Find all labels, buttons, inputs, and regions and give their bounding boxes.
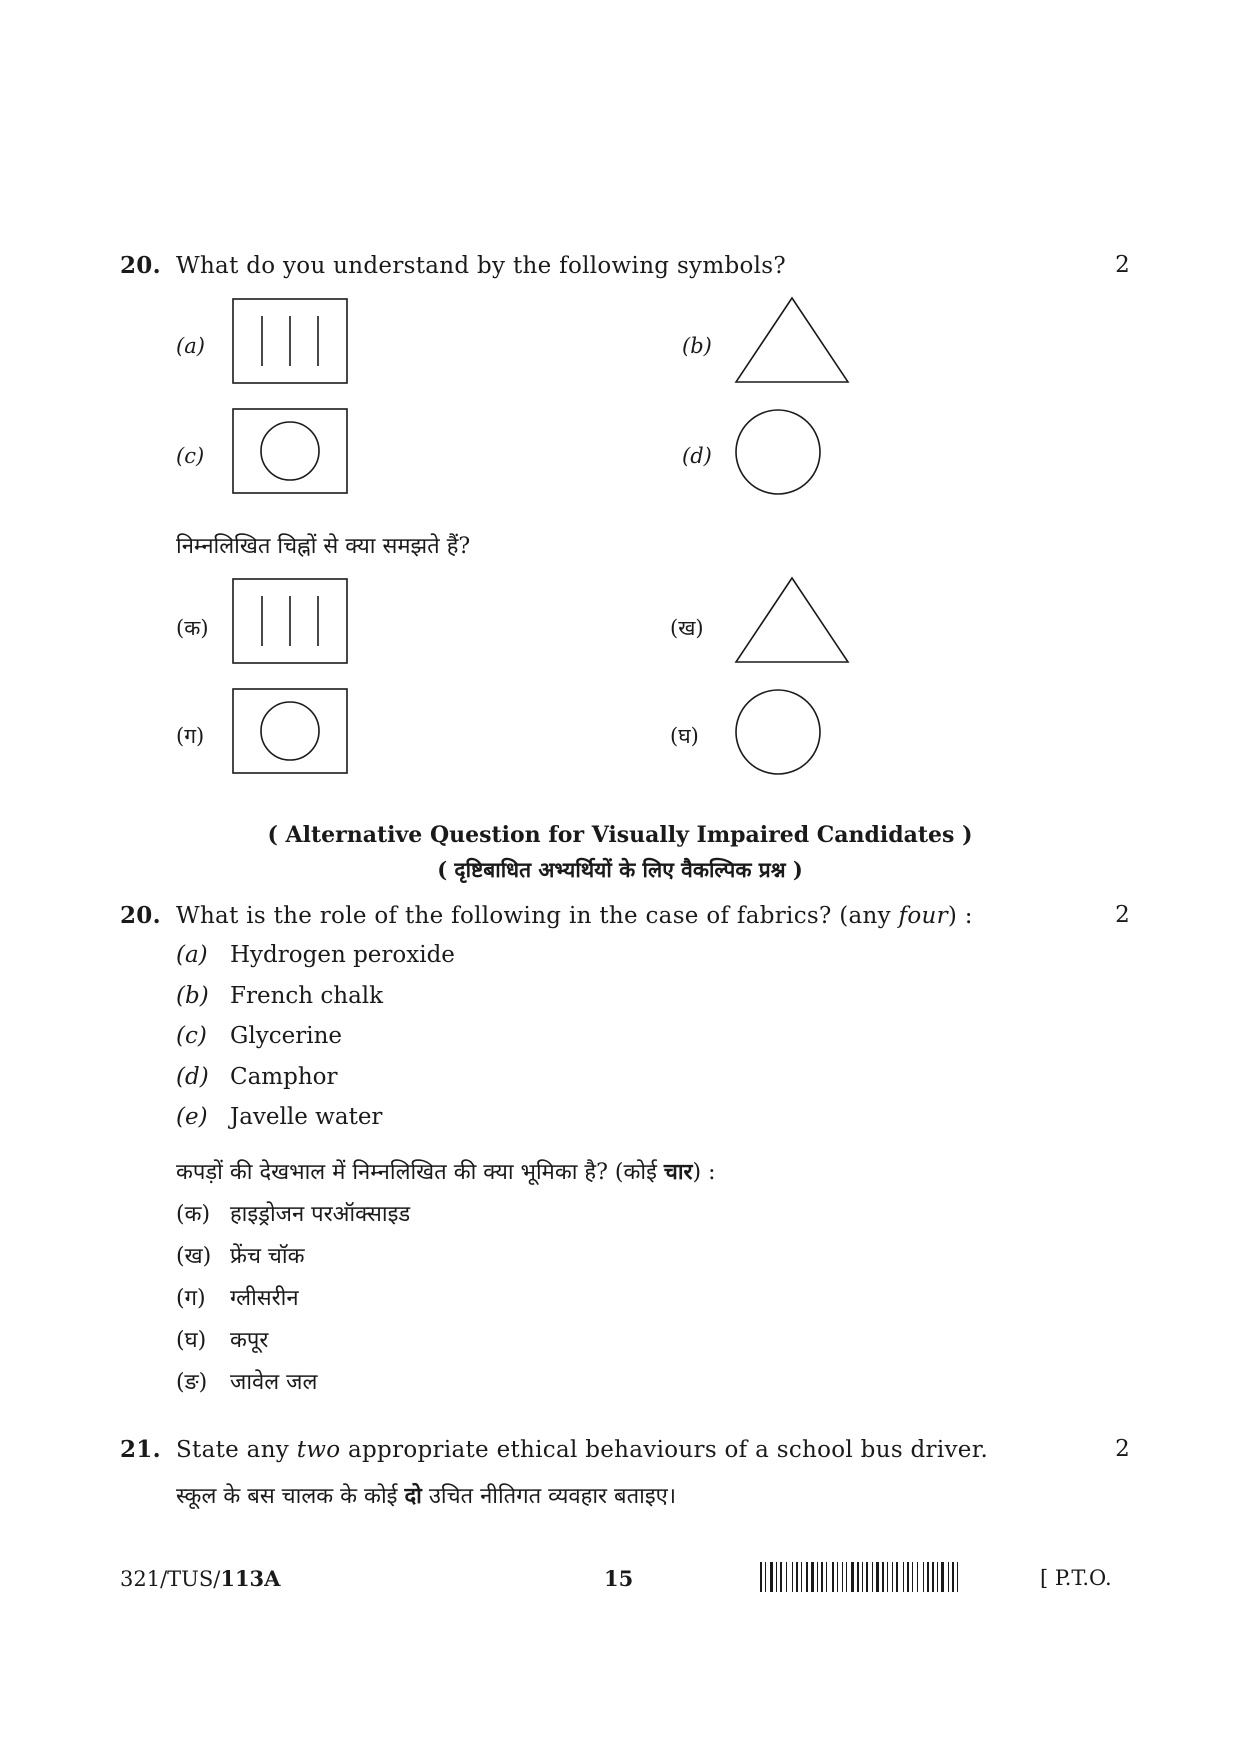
square-with-circle-icon [232, 408, 348, 494]
barcode-bar [872, 1562, 873, 1592]
hindi-text: स्कूल के बस चालक के कोई [176, 1484, 405, 1509]
option-text: ग्लीसरीन [230, 1286, 299, 1311]
question-text-hindi: निम्नलिखित चिह्नों से क्या समझते हैं? [176, 534, 471, 559]
barcode-bar [917, 1562, 918, 1592]
barcode-icon [760, 1562, 1022, 1592]
question-text-end: ) : [947, 903, 973, 929]
triangle-icon [734, 576, 850, 664]
barcode-bar [770, 1562, 773, 1592]
barcode-bar [923, 1562, 924, 1592]
alternative-heading-hindi: ( दृष्टिबाधित अभ्यर्थियों के लिए वैकल्पिक प्रश्न ) [437, 857, 803, 882]
barcode-bar [876, 1562, 879, 1592]
barcode-bar [882, 1562, 884, 1592]
question-text-italic: two [296, 1437, 341, 1463]
barcode-bar [932, 1562, 934, 1592]
question-text: State any [176, 1437, 297, 1463]
barcode-bar [826, 1562, 827, 1592]
option-key: (ख) [176, 1244, 212, 1269]
hindi-text-end: उचित नीतिगत व्यवहार बताइए। [421, 1484, 677, 1509]
barcode-bar [780, 1562, 782, 1592]
option-text: French chalk [230, 983, 384, 1009]
square-with-three-lines-icon [232, 298, 348, 384]
paper-code-prefix: 321/TUS/ [120, 1567, 221, 1591]
marks: 2 [1115, 1436, 1130, 1462]
question-text: What do you understand by the following symbols? [176, 253, 787, 279]
circle-icon [734, 688, 822, 776]
option-key: (b) [176, 983, 209, 1009]
barcode-bar [892, 1562, 893, 1592]
barcode-bar [866, 1562, 868, 1592]
barcode-bar [817, 1562, 818, 1592]
barcode-bar [796, 1562, 798, 1592]
option-ka [176, 1198, 410, 1228]
barcode-bar [821, 1562, 823, 1592]
barcode-bar [765, 1562, 766, 1592]
question-number: 21. [120, 1436, 161, 1463]
barcode-bar [786, 1562, 787, 1592]
circle-icon [734, 408, 822, 496]
barcode-bar [937, 1562, 938, 1592]
hindi-text-bold: चार [663, 1159, 693, 1185]
symbol-label-ga: (ग) [176, 724, 205, 748]
question-number: 20. [120, 902, 161, 929]
symbol-label-ka: (क) [176, 616, 209, 640]
question-21 [120, 1436, 1130, 1463]
option-text: Hydrogen peroxide [230, 942, 455, 968]
barcode-bar [806, 1562, 808, 1592]
barcode-bar [907, 1562, 909, 1592]
barcode-bar [896, 1562, 898, 1592]
question-text-hindi [176, 1156, 716, 1186]
option-key: (a) [176, 942, 208, 968]
barcode-bar [857, 1562, 859, 1592]
barcode-bar [903, 1562, 904, 1592]
question-number: 20. [120, 252, 161, 279]
barcode-bar [801, 1562, 802, 1592]
triangle-icon [734, 296, 850, 384]
question-text-italic: four [898, 903, 948, 929]
symbol-label-b: (b) [682, 334, 712, 358]
symbol-label-gha: (घ) [670, 724, 699, 748]
barcode-bar [912, 1562, 913, 1592]
option-c [176, 1023, 342, 1049]
option-key: (क) [176, 1202, 211, 1227]
barcode-bar [887, 1562, 888, 1592]
question-text-end: appropriate ethical behaviours of a school bus driver. [340, 1437, 989, 1463]
symbol-label-c: (c) [176, 444, 205, 468]
option-key: (ङ) [176, 1370, 208, 1395]
page-number: 15 [604, 1566, 634, 1591]
symbol-label-d: (d) [682, 444, 712, 468]
option-text: Glycerine [230, 1023, 342, 1049]
barcode-bar [846, 1562, 847, 1592]
option-d [176, 1064, 338, 1090]
barcode-bar [952, 1562, 954, 1592]
option-b [176, 983, 383, 1009]
question-20 [120, 252, 1130, 279]
barcode-bar [842, 1562, 843, 1592]
option-key: (d) [176, 1064, 209, 1090]
barcode-bar [811, 1562, 814, 1592]
option-key: (c) [176, 1023, 207, 1049]
option-e [176, 1104, 382, 1130]
option-ga [176, 1282, 299, 1312]
pto-label: [ P.T.O. [1040, 1566, 1112, 1590]
question-20-alternative [120, 902, 1130, 929]
paper-code-bold: 113A [220, 1566, 281, 1591]
option-a [176, 942, 455, 968]
marks: 2 [1115, 252, 1130, 278]
barcode-bar [760, 1562, 762, 1592]
hindi-text-bold: दो [404, 1483, 422, 1509]
option-nga [176, 1366, 317, 1396]
barcode-bar [851, 1562, 854, 1592]
option-text: Javelle water [230, 1104, 383, 1130]
barcode-bar [957, 1562, 958, 1592]
barcode-bar [927, 1562, 929, 1592]
paper-code [120, 1566, 280, 1591]
barcode-bar [832, 1562, 834, 1592]
barcode-bar [776, 1562, 777, 1592]
option-text: फ्रेंच चॉक [230, 1244, 305, 1269]
question-text: What is the role of the following in the case of fabrics? (any [176, 903, 899, 929]
marks: 2 [1115, 902, 1130, 928]
barcode-bar [941, 1562, 944, 1592]
barcode-bar [792, 1562, 793, 1592]
hindi-text-end: ) : [692, 1160, 716, 1185]
symbol-label-kha: (ख) [670, 616, 704, 640]
barcode-bar [837, 1562, 838, 1592]
question-text-hindi [176, 1480, 676, 1510]
option-key: (घ) [176, 1328, 207, 1353]
barcode-bar [948, 1562, 949, 1592]
hindi-text: कपड़ों की देखभाल में निम्नलिखित की क्या भूमिका है? (कोई [176, 1160, 664, 1185]
alternative-heading: ( Alternative Question for Visually Impaired Candidates ) [267, 822, 973, 848]
option-text: जावेल जल [230, 1370, 318, 1395]
option-kha [176, 1240, 305, 1270]
option-text: हाइड्रोजन परऑक्साइड [230, 1202, 411, 1227]
option-text: कपूर [230, 1328, 269, 1353]
barcode-bar [862, 1562, 863, 1592]
symbol-label-a: (a) [176, 334, 205, 358]
option-key: (e) [176, 1104, 208, 1130]
square-with-three-lines-icon [232, 578, 348, 664]
square-with-circle-icon [232, 688, 348, 774]
option-text: Camphor [230, 1064, 338, 1090]
option-gha [176, 1324, 268, 1354]
option-key: (ग) [176, 1286, 206, 1311]
